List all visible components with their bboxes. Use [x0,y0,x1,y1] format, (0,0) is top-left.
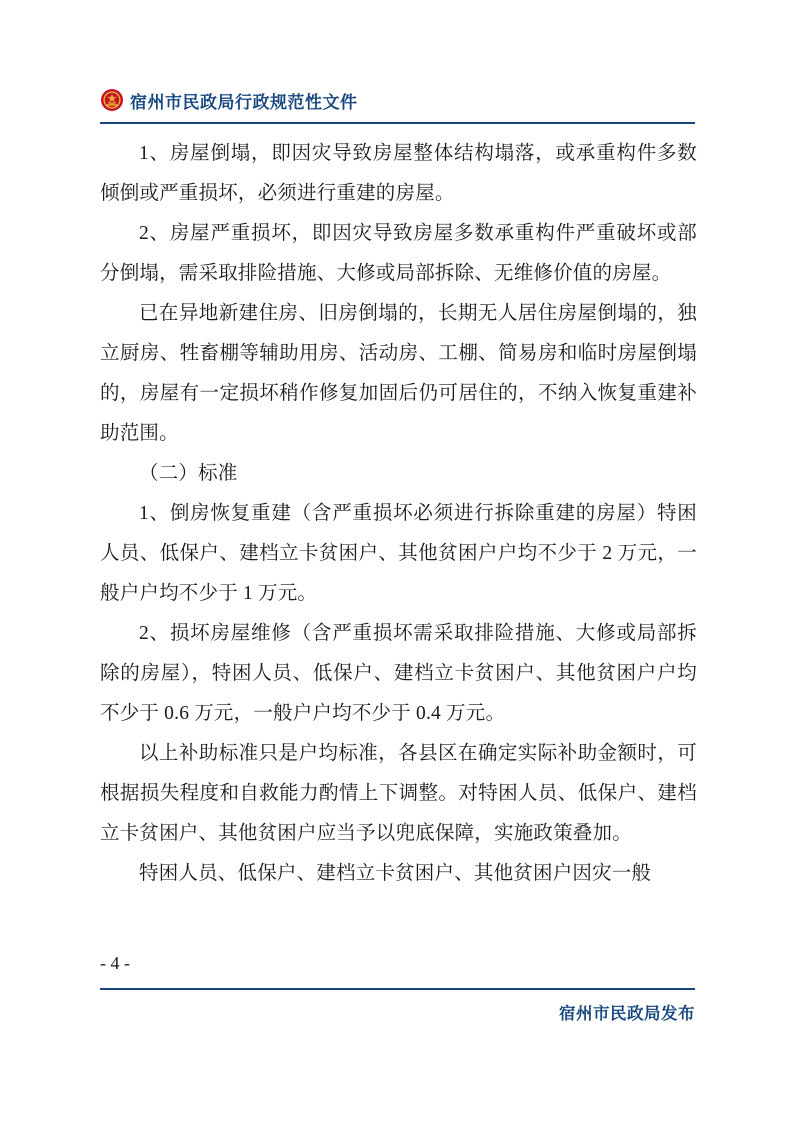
paragraph: 以上补助标准只是户均标准，各县区在确定实际补助金额时，可根据损失程度和自救能力酌情上下调整。对特困人员、低保户、建档立卡贫困户、其他贫困户应当予以兜底保障，实施政策叠加。 [100,743,697,844]
paragraph: 2、房屋严重损坏，即因灾导致房屋多数承重构件严重破坏或部分倒塌，需采取排险措施、大修或局部拆除、无维修价值的房屋。 [100,223,697,284]
header-title: 宿州市民政局行政规范性文件 [130,92,358,112]
paragraph: 1、倒房恢复重建（含严重损坏必须进行拆除重建的房屋）特困人员、低保户、建档立卡贫困户、其他贫困户户均不少于 2 万元，一般户户均不少于 1 万元。 [100,503,697,604]
footer-publisher: 宿州市民政局发布 [559,1005,695,1023]
national-emblem-icon [100,88,124,112]
section-heading: （二）标准 [139,463,238,484]
header-divider [100,122,695,124]
document-body [100,134,697,894]
page-number: - 4 - [100,953,130,973]
paragraph: 2、损坏房屋维修（含严重损坏需采取排险措施、大修或局部拆除的房屋），特困人员、低保户、建档立卡贫困户、其他贫困户户均不少于 0.6 万元，一般户户均不少于 0.4 万元。 [100,623,697,724]
document-header [100,80,700,120]
footer-divider [100,988,695,990]
paragraph: 已在异地新建住房、旧房倒塌的，长期无人居住房屋倒塌的，独立厨房、牲畜棚等辅助用房、活动房、工棚、简易房和临时房屋倒塌的，房屋有一定损坏稍作修复加固后仍可居住的，不纳入恢复重建补助范围。 [100,303,697,444]
paragraph: 特困人员、低保户、建档立卡贫困户、其他贫困户因灾一般 [139,863,652,884]
paragraph: 1、房屋倒塌，即因灾导致房屋整体结构塌落，或承重构件多数倾倒或严重损坏，必须进行重建的房屋。 [100,143,697,204]
